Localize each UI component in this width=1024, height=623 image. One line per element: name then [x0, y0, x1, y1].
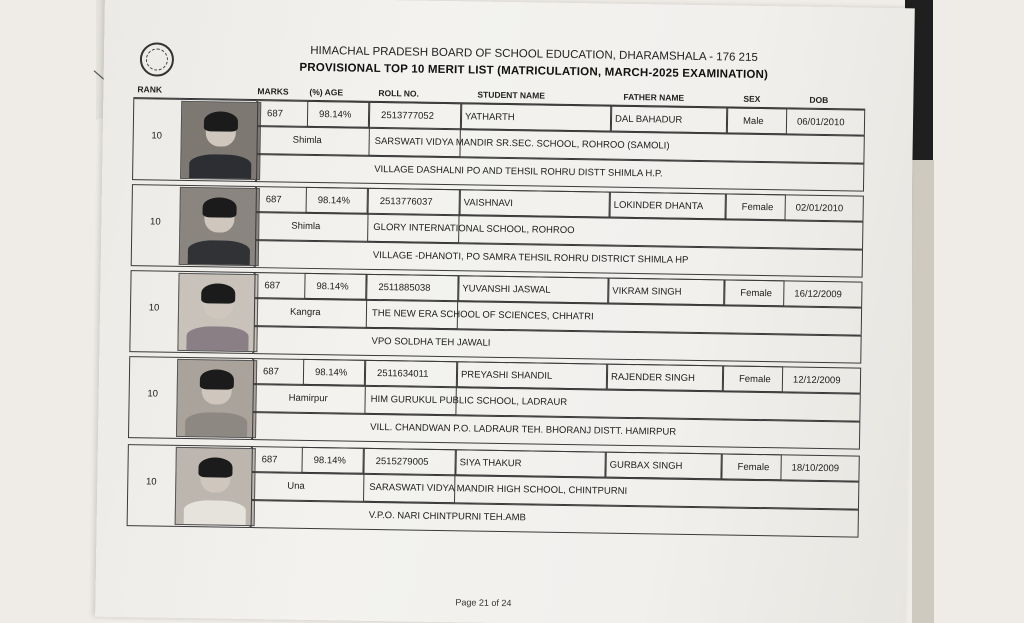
merit-record: [131, 184, 864, 277]
father-name-value: LOKINDER DHANTA: [613, 199, 704, 213]
student-name-value: YUVANSHI JASWAL: [462, 283, 551, 296]
board-name: HIMACHAL PRADESH BOARD OF SCHOOL EDUCATION, DHARAMSHALA - 176 215: [310, 44, 758, 64]
sex-value: Female: [741, 201, 774, 214]
roll-no-value: 2513777052: [380, 110, 435, 122]
percentage-value: 98.14%: [316, 281, 349, 293]
student-photo: [180, 101, 261, 180]
student-photo: [176, 359, 257, 438]
school-name: THE NEW ERA SCHOOL OF SCIENCES, CHHATRI: [371, 307, 594, 323]
district-value: Hamirpur: [288, 392, 328, 405]
school-name: HIM GURUKUL PUBLIC SCHOOL, LADRAUR: [370, 393, 568, 408]
marks-value: 687: [262, 366, 279, 378]
student-address: VILLAGE -DHANOTI, PO SAMRA TEHSIL ROHRU DISTRICT SHIMLA HP: [372, 249, 689, 266]
merit-record: [128, 356, 861, 449]
roll-no-value: 2515279005: [375, 455, 429, 468]
district-value: Shimla: [291, 220, 321, 233]
rank-value: 10: [148, 302, 160, 314]
father-name-value: RAJENDER SINGH: [610, 371, 696, 384]
merit-record: [129, 270, 862, 363]
student-photo: [175, 447, 256, 526]
page-number: Page 21 of 24: [455, 597, 512, 609]
student-address: VILLAGE DASHALNI PO AND TEHSIL ROHRU DISTT SHIMLA H.P.: [374, 163, 663, 180]
father-name-value: DAL BAHADUR: [614, 113, 683, 126]
dob-value: 12/12/2009: [792, 374, 841, 387]
board-seal-icon: [140, 42, 175, 77]
roll-no-value: 2511885038: [378, 282, 431, 294]
col-student-name: STUDENT NAME: [477, 89, 546, 101]
student-address: V.P.O. NARI CHINTPURNI TEH.AMB: [368, 509, 527, 524]
list-title: PROVISIONAL TOP 10 MERIT LIST (MATRICULATION, MARCH-2025 EXAMINATION): [299, 61, 769, 82]
marks-value: 687: [267, 108, 284, 120]
student-name-value: PREYASHI SHANDIL: [460, 369, 553, 382]
col-sex: SEX: [743, 93, 761, 104]
percentage-value: 98.14%: [313, 455, 346, 467]
student-photo: [177, 273, 258, 352]
sex-value: Male: [742, 115, 764, 128]
dob-value: 16/12/2009: [794, 288, 842, 301]
col-percentage: (%) AGE: [309, 86, 344, 98]
col-rank: RANK: [137, 84, 163, 95]
rank-value: 10: [147, 388, 159, 400]
dob-value: 02/01/2010: [795, 202, 844, 215]
background-edge: [912, 160, 934, 623]
rank-value: 10: [145, 476, 157, 488]
rank-value: 10: [151, 130, 163, 142]
merit-record: [127, 444, 860, 537]
father-name-value: GURBAX SINGH: [609, 459, 683, 472]
district-value: Una: [287, 480, 305, 492]
dob-value: 18/10/2009: [791, 462, 840, 475]
student-address: VILL. CHANDWAN P.O. LADRAUR TEH. BHORANJ DISTT. HAMIRPUR: [370, 421, 677, 438]
percentage-value: 98.14%: [317, 195, 351, 207]
student-name-value: SIYA THAKUR: [459, 457, 522, 470]
merit-list-page: [95, 0, 915, 623]
dob-value: 06/01/2010: [796, 116, 845, 129]
background-left: [0, 0, 96, 623]
roll-no-value: 2513776037: [379, 196, 433, 208]
district-value: Kangra: [289, 306, 321, 319]
background-right: [934, 0, 1024, 623]
student-photo: [179, 187, 260, 266]
student-name-value: VAISHNAVI: [463, 197, 514, 210]
father-name-value: VIKRAM SINGH: [612, 285, 682, 298]
marks-value: 687: [264, 280, 281, 292]
district-value: Shimla: [292, 134, 322, 147]
school-name: SARSWATI VIDYA MANDIR SR.SEC. SCHOOL, ROHROO (SAMOLI): [374, 135, 670, 152]
rank-value: 10: [149, 216, 161, 228]
col-dob: DOB: [809, 94, 829, 106]
col-roll-no: ROLL NO.: [378, 87, 419, 99]
sex-value: Female: [740, 287, 773, 300]
school-name: SARASWATI VIDYA MANDIR HIGH SCHOOL, CHINTPURNI: [369, 481, 628, 497]
percentage-value: 98.14%: [318, 109, 352, 121]
col-marks: MARKS: [257, 86, 289, 97]
merit-record: [132, 98, 865, 191]
student-address: VPO SOLDHA TEH JAWALI: [371, 335, 491, 349]
col-father-name: FATHER NAME: [623, 91, 685, 103]
sex-value: Female: [738, 373, 771, 386]
roll-no-value: 2511634011: [376, 367, 429, 380]
school-name: GLORY INTERNATIONAL SCHOOL, ROHROO: [373, 221, 575, 237]
student-name-value: YATHARTH: [464, 111, 515, 124]
sex-value: Female: [737, 461, 770, 474]
marks-value: 687: [261, 454, 278, 466]
marks-value: 687: [265, 194, 282, 206]
percentage-value: 98.14%: [314, 367, 348, 379]
